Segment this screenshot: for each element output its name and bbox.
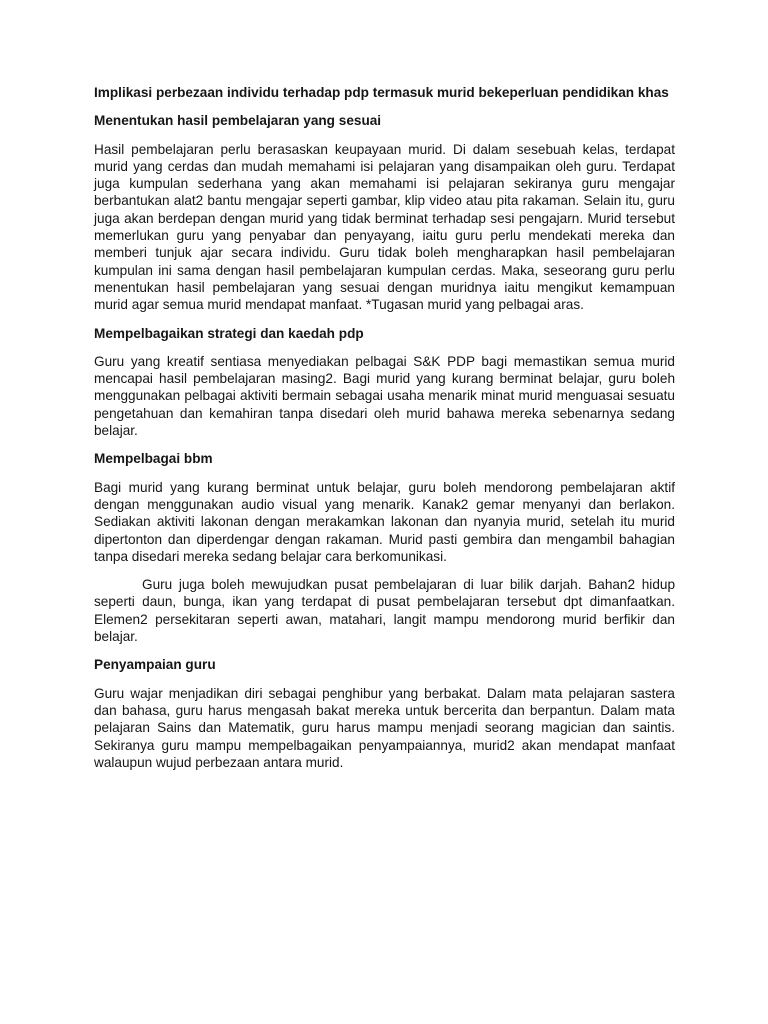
section-heading-penyampaian-guru: Penyampaian guru xyxy=(94,657,216,673)
section-paragraph: Hasil pembelajaran perlu berasaskan keupayaan murid. Di dalam sesebuah kelas, terdapat murid yang cerdas dan mudah memahami isi pelajaran yang disampaikan oleh guru. Terdapat juga kumpulan sederhana yang akan memahami isi pelajaran sekiranya guru mengajar berbantukan alat2 bantu mengajar seperti gambar, klip video atau pita rakaman. Selain itu, guru juga akan berdepan dengan murid yang tidak berminat terhadap sesi pengajarn. Murid tersebut memerlukan guru yang penyabar dan penyayang, iaitu guru perlu mendekati mereka dan memberi tunjuk ajar secara individu. Guru tidak boleh mengharapkan hasil pembelajaran kumpulan ini sama dengan hasil pembelajaran kumpulan cerdas. Maka, seseorang guru perlu menentukan hasil pembelajaran yang sesuai dengan muridnya iaitu mengikut kemampuan murid agar semua murid mendapat manfaat. *Tugasan murid yang pelbagai aras. xyxy=(94,141,675,313)
section-heading-bbm: Mempelbagai bbm xyxy=(94,451,213,467)
section-heading-strategi-kaedah: Mempelbagaikan strategi dan kaedah pdp xyxy=(94,325,364,341)
section-paragraph-indented: Guru juga boleh mewujudkan pusat pembelajaran di luar bilik darjah. Bahan2 hidup seperti daun, bunga, ikan yang terdapat di pusat pembelajaran tersebut dpt dimanfaatkan. Elemen2 persekitaran seperti awan, matahari, langit mampu mendorong murid berfikir dan belajar. xyxy=(94,577,675,645)
section-paragraph: Guru wajar menjadikan diri sebagai penghibur yang berbakat. Dalam mata pelajaran sastera dan bahasa, guru harus mengasah bakat mereka untuk bercerita dan berpantun. Dalam mata pelajaran Sains dan Matematik, guru harus mampu menjadi seorang magician dan saintis. Sekiranya guru mampu mempelbagaikan penyampaiannya, murid2 akan mendapat manfaat walaupun wujud perbezaan antara murid. xyxy=(94,685,675,770)
section-paragraph: Guru yang kreatif sentiasa menyediakan pelbagai S&K PDP bagi memastikan semua murid mencapai hasil pembelajaran masing2. Bagi murid yang kurang berminat belajar, guru boleh menggunakan pelbagai aktiviti bermain sebagai usaha menarik minat murid menguasai sesuatu pengetahuan dan kemahiran tanpa disedari oleh murid bahawa mereka sebenarnya sedang belajar. xyxy=(94,353,675,439)
document-page xyxy=(94,84,675,782)
section-heading-hasil-pembelajaran: Menentukan hasil pembelajaran yang sesuai xyxy=(94,113,382,129)
section-paragraph: Bagi murid yang kurang berminat untuk belajar, guru boleh mendorong pembelajaran aktif dengan menggunakan audio visual yang menarik. Kanak2 gemar menyanyi dan berlakon. Sediakan aktiviti lakonan dengan merakamkan lakonan dan nyanyia murid, setelah itu murid dipertonton dan diperdengar dengan rakaman. Murid pasti gembira dan mengambil bahagian tanpa disedari mereka sedang belajar cara berkomunikasi. xyxy=(94,479,675,564)
document-title: Implikasi perbezaan individu terhadap pdp termasuk murid bekeperluan pendidikan khas xyxy=(94,85,669,100)
